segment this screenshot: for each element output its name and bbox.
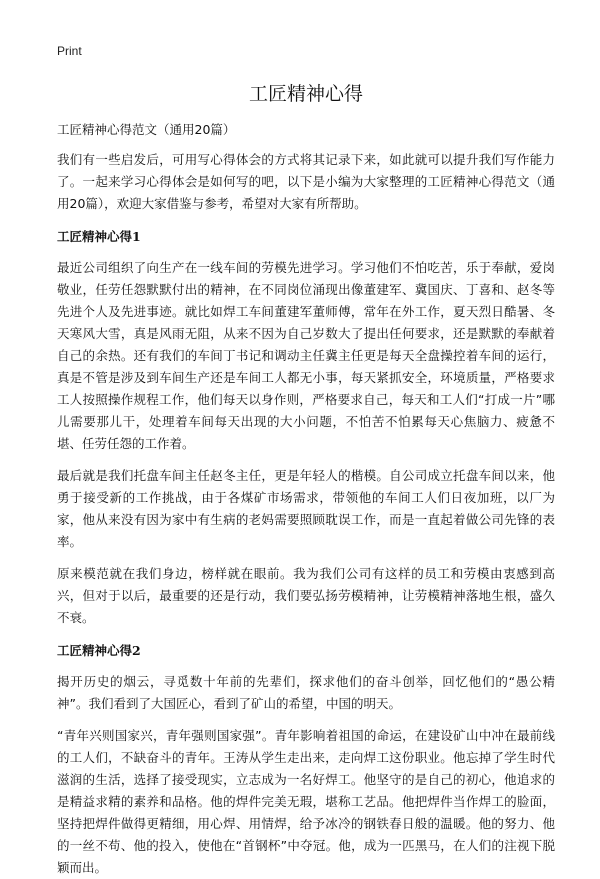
page-title: 工匠精神心得 — [248, 83, 363, 105]
section-1-paragraph-3: 原来模范就在我们身边，榜样就在眼前。我为我们公司有这样的员工和劳模由衷感到高兴，但对于以后，最重要的还是行动，我们要弘扬劳模精神，让劳模精神落地生根，盛久不衰。 — [57, 566, 555, 625]
section-2-paragraph-1: 揭开历史的烟云，寻觅数十年前的先辈们，探求他们的奋斗创举，回忆他们的“愚公精神”。我们看到了大国匠心，看到了矿山的希望，中国的明天。 — [57, 674, 555, 711]
print-link[interactable]: Print — [57, 44, 82, 58]
section-2-paragraph-2: “青年兴则国家兴，青年强则国家强”。青年影响着祖国的命运，在建设矿山中冲在最前线的工人们，不缺奋斗的青年。王涛从学生走出来，走向焊工这份职业。他忘掉了学生时代滋润的生活，选择了接受现实，立志成为一名好焊工。他坚守的是自己的初心，他追求的是精益求精的素养和品格。他的焊件完美无瑕，堪称工艺品。他把焊件当作焊工的脸面，坚持把焊件做得更精细，用心焊、用情焊，给予冰冷的钢铁春日般的温暖。他的努力、他的一丝不苟、他的投入，使他在“首钢杯”中夺冠。他，成为一匹黑马，在人们的注视下脱颖而出。 — [57, 728, 555, 875]
intro-paragraph: 我们有一些启发后，可用写心得体会的方式将其记录下来，如此就可以提升我们写作能力了。一起来学习心得体会是如何写的吧，以下是小编为大家整理的工匠精神心得范文（通用20篇），欢迎大家借鉴与参考，希望对大家有所帮助。 — [57, 152, 555, 211]
section-1-paragraph-1: 最近公司组织了向生产在一线车间的劳模先进学习。学习他们不怕吃苦，乐于奉献，爱岗敬业，任劳任怨默默付出的精神，在不同岗位涌现出像董建军、冀国庆、丁喜和、赵冬等先进个人及先进事迹。就比如焊工车间董建军董师傅，常年在外工作，夏天烈日酷暑、冬天寒风大雪，真是风雨无阻，从来不因为自己岁数大了提出任何要求，还是默默的奉献着自己的余热。还有我们的车间丁书记和调动主任冀主任更是每天全盘操控着车间的运行，真是不管是涉及到车间生产还是车间工人都无小事，每天紧抓安全，环境质量，严格要求工人按照操作规程工作，他们每天以身作则，严格要求自己，每天和工人们“打成一片”哪儿需要那儿干，处理着车间每天出现的大小问题，不怕苦不怕累每天心焦脑力、疲惫不堪、任劳任怨的工作着。 — [57, 260, 555, 451]
section-heading-2: 工匠精神心得2 — [57, 643, 141, 658]
document-subtitle: 工匠精神心得范文（通用20篇） — [57, 122, 236, 137]
section-heading-1: 工匠精神心得1 — [57, 229, 141, 244]
section-1-paragraph-2: 最后就是我们托盘车间主任赵冬主任，更是年轻人的楷模。自公司成立托盘车间以来，他勇于接受新的工作挑战，由于各煤矿市场需求，带领他的车间工人们日夜加班，以厂为家，他从来没有因为家中有生病的老妈需要照顾耽误工作，而是一直起着做公司先锋的表率。 — [57, 468, 555, 549]
